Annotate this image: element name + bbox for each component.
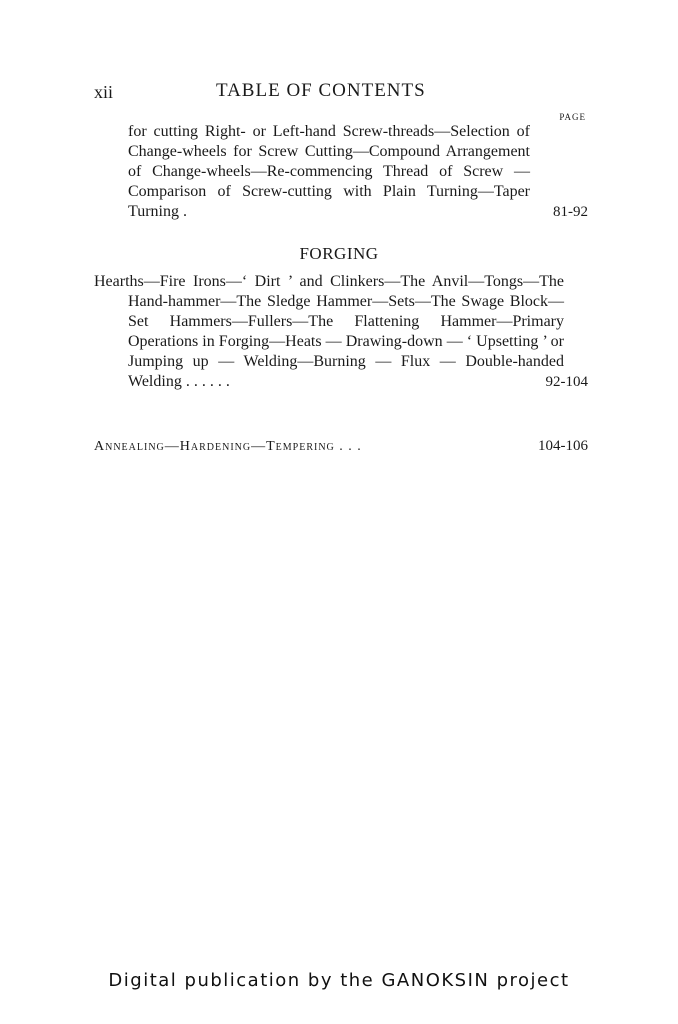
toc-entry-pages: 104-106 xyxy=(538,438,588,454)
toc-entry-annealing xyxy=(94,438,588,455)
toc-entry-screw-cutting xyxy=(94,122,588,222)
footer-credit: Digital publication by the GANOKSIN project xyxy=(108,970,570,991)
page-number: xii xyxy=(94,82,114,102)
toc-entry-hearths xyxy=(94,272,588,392)
toc-entry-text: Hearths—Fire Irons—‘ Dirt ’ and Clinkers—The Anvil—Tongs—The Hand-hammer—The Sledge Hammer—Sets—The Swage Block—Set Hammers—Fullers—The Flattening Hammer—Primary Operations in Forging—Heats — Drawing-down — ‘ Upsetting ’ or Jumping up — Welding—Burning — Flux — Double-handed Welding . . . . . . xyxy=(94,273,564,390)
toc-entry-pages: 92-104 xyxy=(545,374,588,390)
page-title: TABLE OF CONTENTS xyxy=(216,80,426,101)
toc-entry-pages: 81-92 xyxy=(553,204,588,220)
page-column-label: PAGE xyxy=(559,112,586,122)
toc-entry-text: Annealing—Hardening—Tempering . . . xyxy=(94,439,362,454)
section-heading: FORGING xyxy=(299,244,379,263)
toc-entry-text: for cutting Right- or Left-hand Screw-threads—Selection of Change-wheels for Screw Cutting—Compound Arrangement of Change-wheels—Re-commencing Thread of Screw — Comparison of Screw-cutting with Plain Turning—Taper Turning . xyxy=(128,123,530,220)
